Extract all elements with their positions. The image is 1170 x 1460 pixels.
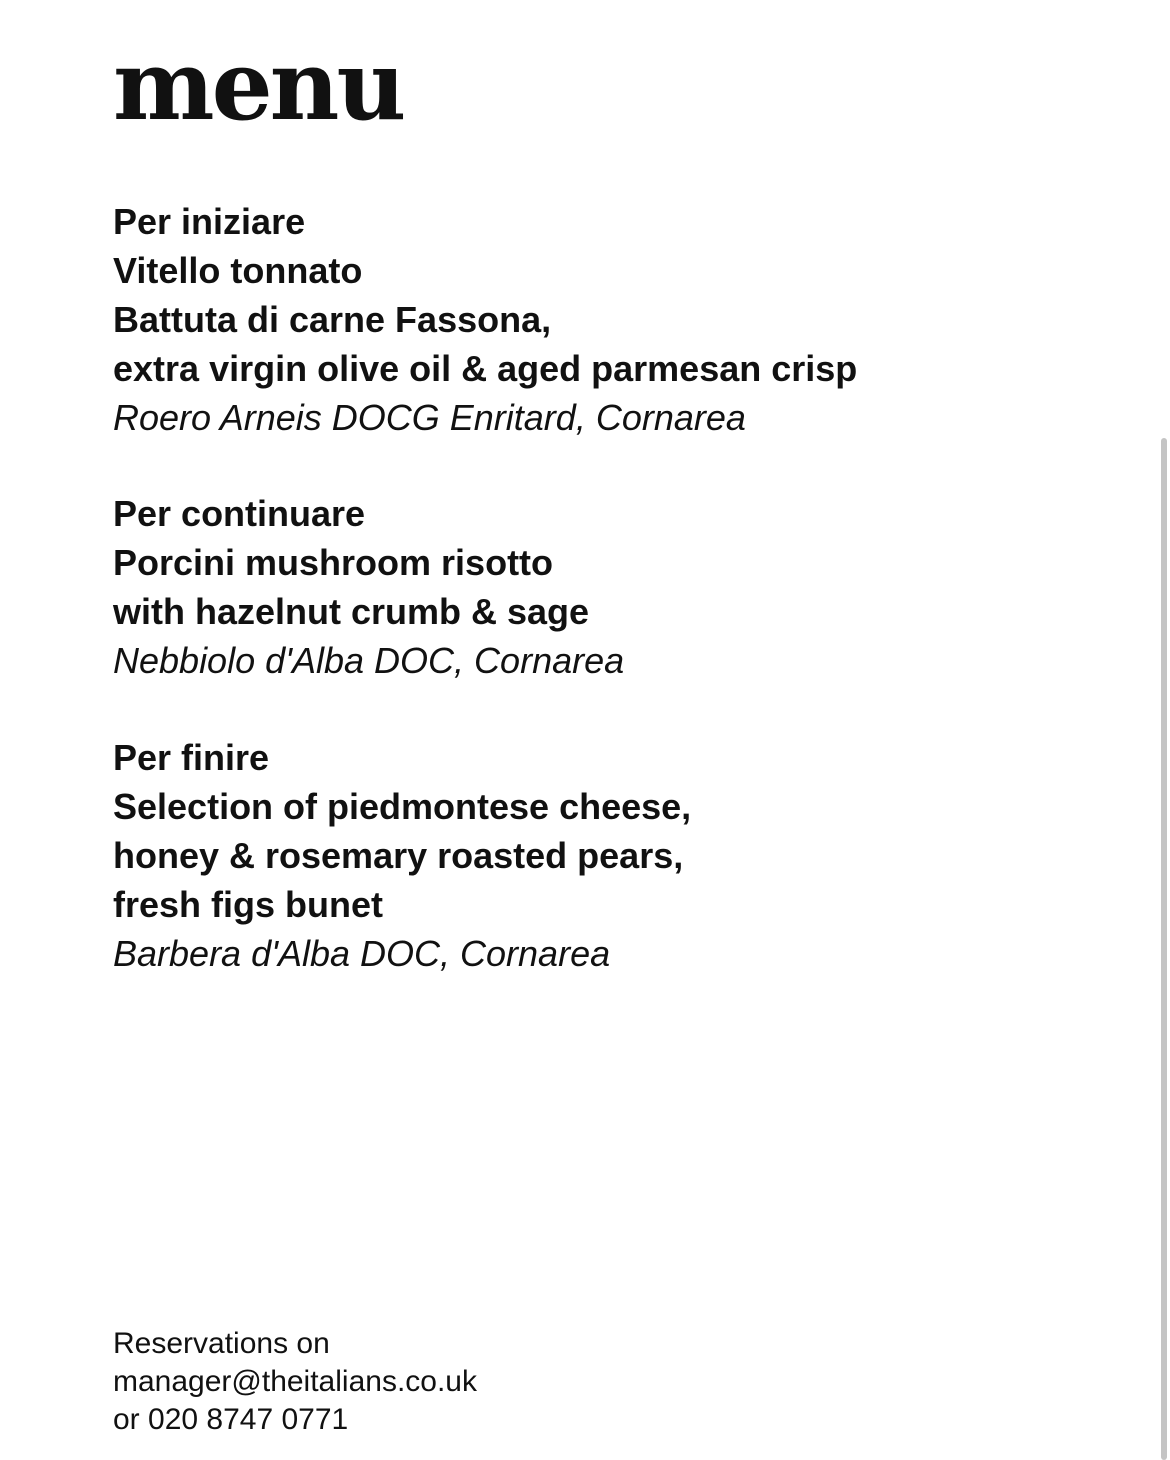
- dish-line: Battuta di carne Fassona,: [113, 299, 552, 340]
- reservations-label: Reservations on: [113, 1327, 330, 1360]
- dish-line: Vitello tonnato: [113, 250, 363, 291]
- wine-pairing: Nebbiolo d'Alba DOC, Cornarea: [113, 640, 625, 681]
- dish-line: Selection of piedmontese cheese,: [113, 786, 692, 827]
- dish-line: honey & rosemary roasted pears,: [113, 835, 684, 876]
- wine-pairing: Barbera d'Alba DOC, Cornarea: [113, 933, 611, 974]
- dish-line: with hazelnut crumb & sage: [113, 591, 590, 632]
- reservations-footer: [113, 1325, 477, 1439]
- course-per-finire: [113, 733, 1113, 978]
- course-heading: Per finire: [113, 737, 270, 778]
- reservations-email-link[interactable]: manager@theitalians.co.uk: [113, 1365, 477, 1398]
- menu-page: [113, 0, 1113, 1460]
- dish-line: fresh figs bunet: [113, 884, 384, 925]
- wine-pairing: Roero Arneis DOCG Enritard, Cornarea: [113, 397, 746, 438]
- course-per-continuare: [113, 489, 1113, 685]
- reservations-phone-link[interactable]: or 020 8747 0771: [113, 1403, 349, 1436]
- course-per-iniziare: [113, 197, 1113, 442]
- page-title: menu: [113, 29, 404, 142]
- vertical-scrollbar[interactable]: [1161, 438, 1167, 1460]
- dish-line: extra virgin olive oil & aged parmesan crisp: [113, 348, 858, 389]
- course-heading: Per continuare: [113, 493, 366, 534]
- dish-line: Porcini mushroom risotto: [113, 542, 554, 583]
- course-heading: Per iniziare: [113, 201, 306, 242]
